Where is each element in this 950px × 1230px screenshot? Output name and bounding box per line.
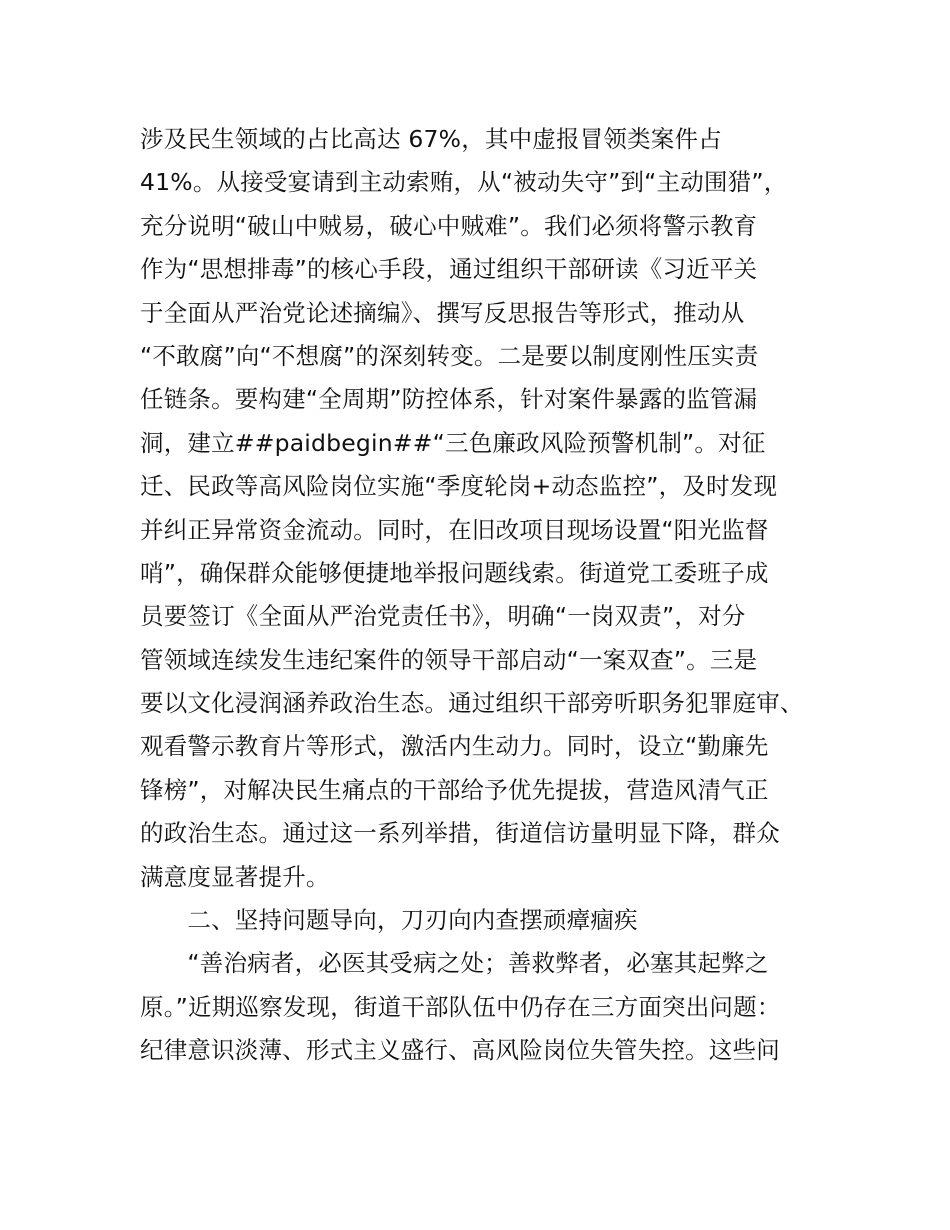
text-line: 任链条。要构建“全周期”防控体系，针对案件暴露的监管漏 bbox=[140, 385, 758, 414]
text-line: 并纠正异常资金流动。同时，在旧改项目现场设置“阳光监督 bbox=[140, 515, 769, 544]
text-line: 纪律意识淡薄、形式主义盛行、高风险岗位失管失控。这些问 bbox=[140, 1036, 780, 1065]
text-line: 充分说明“破山中贼易，破心中贼难”。我们必须将警示教育 bbox=[140, 211, 758, 240]
text-line: “善治病者，必医其受病之处；善救弊者，必塞其起弊之 bbox=[140, 949, 769, 978]
text-line: 要以文化浸润涵养政治生态。通过组织干部旁听职务犯罪庭审、 bbox=[140, 689, 804, 718]
text-line: 涉及民生领域的占比高达 67%，其中虚报冒领类案件占 bbox=[140, 125, 722, 153]
section-heading: 二、坚持问题导向，刀刃向内查摆顽瘴痼疾 bbox=[140, 906, 638, 935]
text-line: 员要签订《全面从严治党责任书》，明确“一岗双责”，对分 bbox=[140, 602, 746, 631]
text-line: 观看警示教育片等形式，激活内生动力。同时，设立“勤廉先 bbox=[140, 732, 769, 761]
text-line: 洞，建立##paidbegin##“三色廉政风险预警机制”。对征 bbox=[140, 428, 766, 457]
text-line: 迁、民政等高风险岗位实施“季度轮岗+动态监控”，及时发现 bbox=[140, 472, 778, 501]
text-line: 哨”，确保群众能够便捷地举报问题线索。街道党工委班子成 bbox=[140, 558, 769, 587]
text-line: 41%。从接受宴请到主动索贿，从“被动失守”到“主动围猎”， bbox=[140, 168, 788, 197]
body-text bbox=[140, 118, 840, 1073]
text-line: 满意度显著提升。 bbox=[140, 862, 330, 891]
text-line: 原。”近期巡察发现，街道干部队伍中仍存在三方面突出问题： bbox=[140, 992, 781, 1021]
text-line: 管领域连续发生违纪案件的领导干部启动“一案双查”。三是 bbox=[140, 645, 758, 674]
text-line: 的政治生态。通过这一系列举措，街道信访量明显下降，群众 bbox=[140, 819, 780, 848]
text-line: 于全面从严治党论述摘编》、撰写反思报告等形式，推动从 bbox=[140, 298, 745, 327]
text-line: 作为“思想排毒”的核心手段，通过组织干部研读《习近平关 bbox=[140, 255, 758, 284]
text-line: “不敢腐”向“不想腐”的深刻转变。二是要以制度刚性压实责 bbox=[140, 341, 759, 370]
text-line: 锋榜”，对解决民生痛点的干部给予优先提拔，营造风清气正 bbox=[140, 775, 769, 804]
